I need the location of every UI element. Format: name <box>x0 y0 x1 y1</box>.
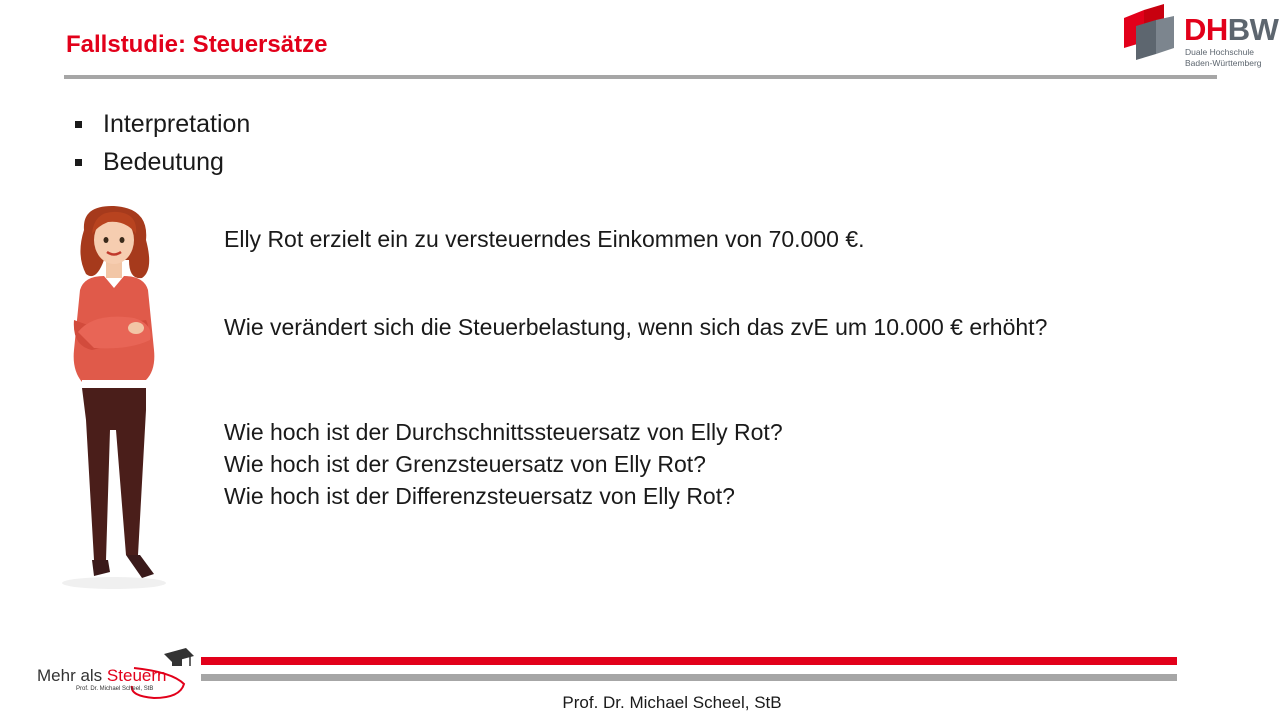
case-question: Wie hoch ist der Durchschnittssteuersatz von Elly Rot? <box>224 419 783 445</box>
presenter-name: Prof. Dr. Michael Scheel, StB <box>562 693 782 712</box>
brand-subline: Prof. Dr. Michael Scheel, StB <box>76 686 154 692</box>
bullet-marker-icon <box>75 159 82 166</box>
bullet-item: Bedeutung <box>72 146 250 184</box>
dhbw-wordmark: DHBW <box>1184 12 1279 47</box>
dhbw-logo-mark-icon <box>1122 4 1182 60</box>
dhbw-subline-1: Duale Hochschule <box>1185 47 1254 57</box>
mehr-als-steuern-logo <box>34 644 194 700</box>
case-question: Wie hoch ist der Grenzsteuersatz von Elly Rot? <box>224 451 706 477</box>
bullet-item: Interpretation <box>72 108 250 146</box>
bullet-marker-icon <box>75 121 82 128</box>
dhbw-subline-2: Baden-Württemberg <box>1185 58 1262 68</box>
slide-title: Fallstudie: Steuersätze <box>66 31 328 58</box>
case-intro: Elly Rot erzielt ein zu versteuerndes Einkommen von 70.000 €. <box>224 226 865 252</box>
footer-grey-bar <box>201 674 1177 681</box>
brand-wordmark: Mehr als Steuern <box>37 666 167 685</box>
woman-illustration <box>34 200 204 600</box>
case-question: Wie hoch ist der Differenzsteuersatz von Elly Rot? <box>224 483 735 509</box>
footer-red-bar <box>201 657 1177 665</box>
case-question-1: Wie verändert sich die Steuerbelastung, wenn sich das zvE um 10.000 € erhöht? <box>224 314 1048 340</box>
title-divider <box>64 75 1217 79</box>
bullet-list <box>72 108 250 184</box>
case-question-list <box>224 416 783 512</box>
dhbw-logo <box>1122 4 1279 68</box>
